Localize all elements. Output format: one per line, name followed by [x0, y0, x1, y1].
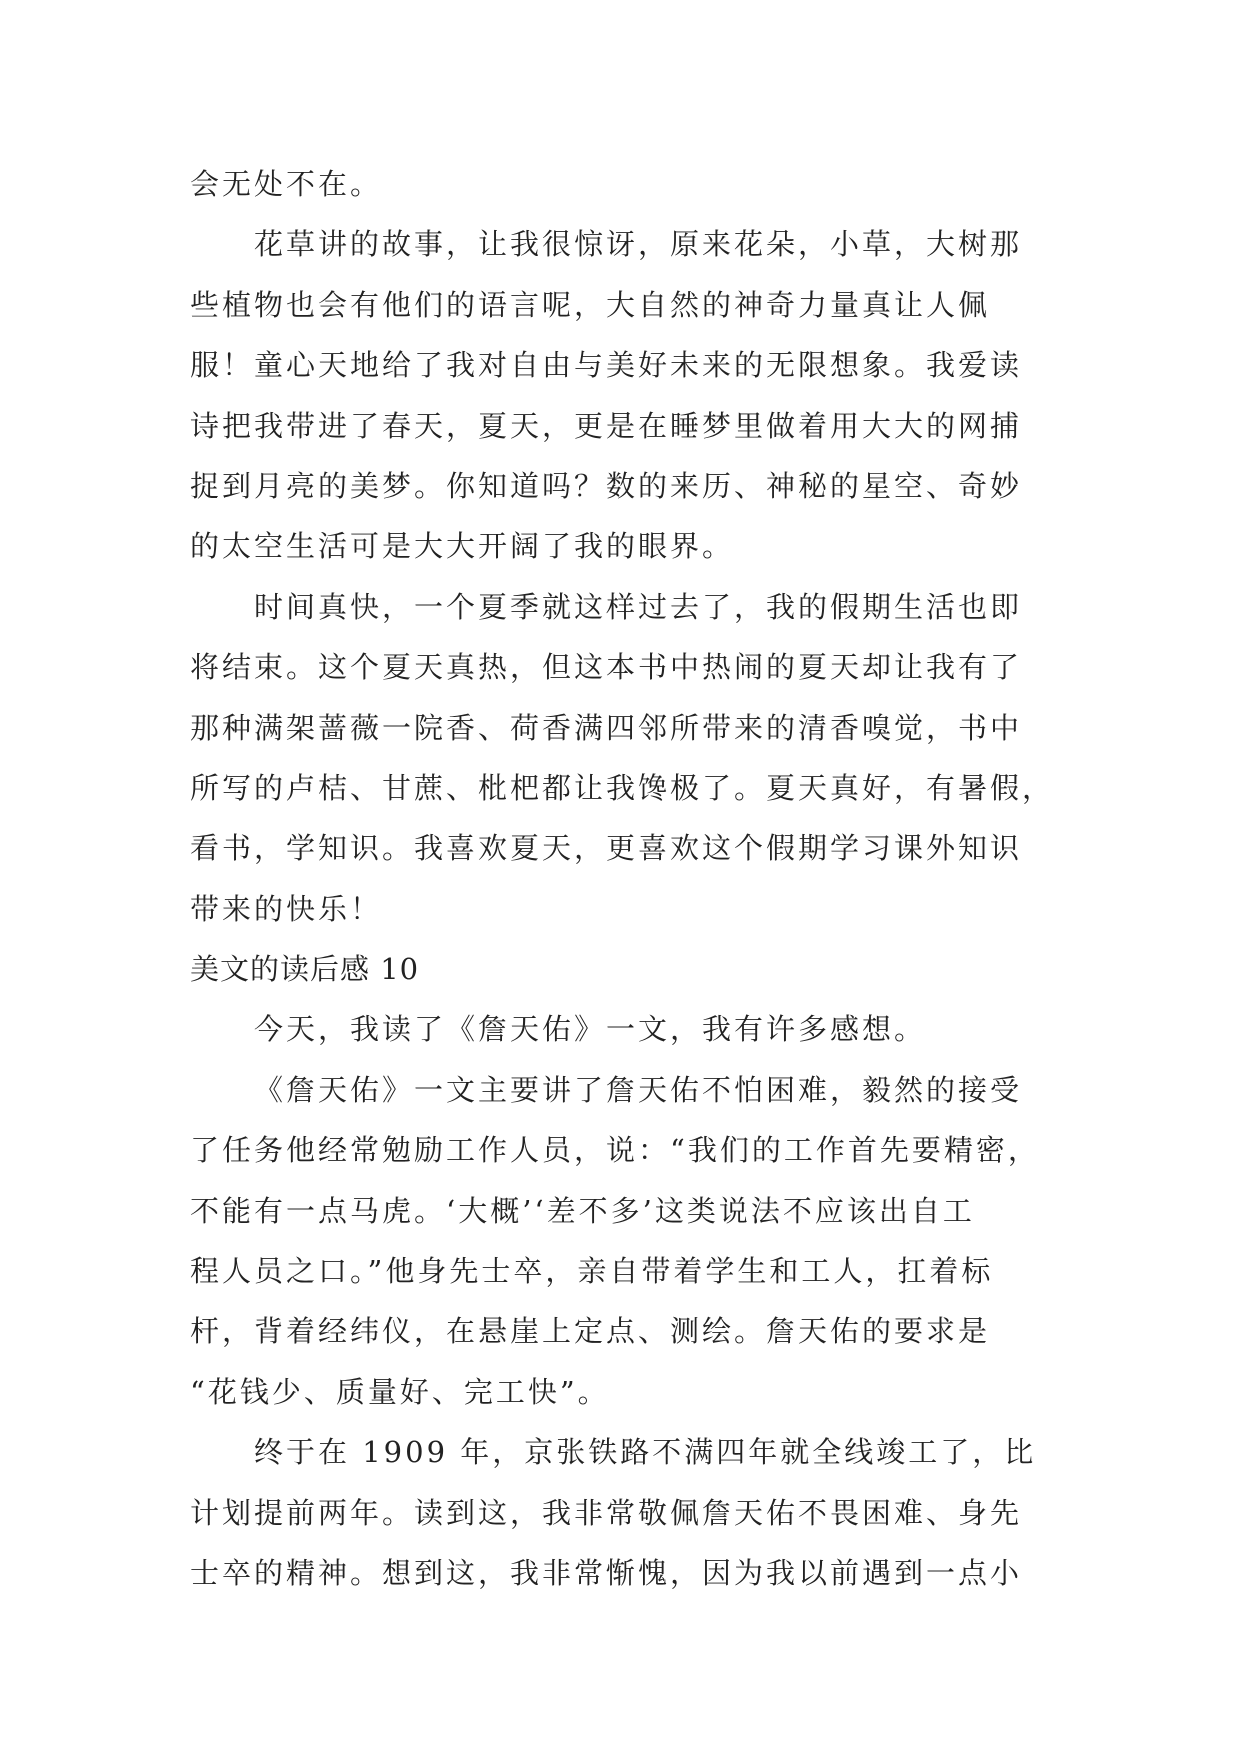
text-line: 杆，背着经纬仪，在悬崖上定点、测绘。詹天佑的要求是: [190, 1314, 991, 1349]
paragraph-start-line: 时间真快，一个夏季就这样过去了，我的假期生活也即: [254, 589, 1023, 624]
text-line: 服！童心天地给了我对自由与美好未来的无限想象。我爱读: [190, 348, 1023, 383]
text-line: 程人员之口。”他身先士卒，亲自带着学生和工人，扛着标: [190, 1254, 994, 1289]
paragraph-start-line: 《詹天佑》一文主要讲了詹天佑不怕困难，毅然的接受: [254, 1072, 1023, 1107]
text-line: 所写的卢桔、甘蔗、枇杷都让我馋极了。夏天真好，有暑假，: [190, 770, 1055, 805]
paragraph-start-line: 终于在 1909 年，京张铁路不满四年就全线竣工了，比: [254, 1435, 1037, 1470]
paragraph-start-line: 花草讲的故事，让我很惊讶，原来花朵，小草，大树那: [254, 227, 1023, 262]
section-heading: 美文的读后感 10: [190, 952, 420, 987]
text-line: 将结束。这个夏天真热，但这本书中热闹的夏天却让我有了: [190, 650, 1023, 685]
text-line: 看书，学知识。我喜欢夏天，更喜欢这个假期学习课外知识: [190, 831, 1023, 866]
text-line: 那种满架蔷薇一院香、荷香满四邻所带来的清香嗅觉，书中: [190, 710, 1023, 745]
text-line: “花钱少、质量好、完工快”。: [190, 1374, 610, 1409]
text-line: 诗把我带进了春天，夏天，更是在睡梦里做着用大大的网捕: [190, 408, 1023, 443]
text-line: 计划提前两年。读到这，我非常敬佩詹天佑不畏困难、身先: [190, 1495, 1023, 1530]
text-line: 了任务他经常勉励工作人员，说：“我们的工作首先要精密，: [190, 1133, 1040, 1168]
document-body: [190, 154, 1055, 1603]
text-line: 会无处不在。: [190, 167, 383, 201]
text-line: 不能有一点马虎。‘大概’‘差不多’这类说法不应该出自工: [190, 1193, 975, 1228]
text-line: 捉到月亮的美梦。你知道吗？数的来历、神秘的星空、奇妙: [190, 468, 1023, 503]
paragraph-start-line: 今天，我读了《詹天佑》一文，我有许多感想。: [254, 1012, 927, 1047]
text-line: 士卒的精神。想到这，我非常惭愧，因为我以前遇到一点小: [190, 1555, 1023, 1590]
text-line: 带来的快乐！: [190, 891, 383, 926]
text-line: 的太空生活可是大大开阔了我的眼界。: [190, 529, 735, 564]
text-line: 些植物也会有他们的语言呢，大自然的神奇力量真让人佩: [190, 287, 991, 322]
